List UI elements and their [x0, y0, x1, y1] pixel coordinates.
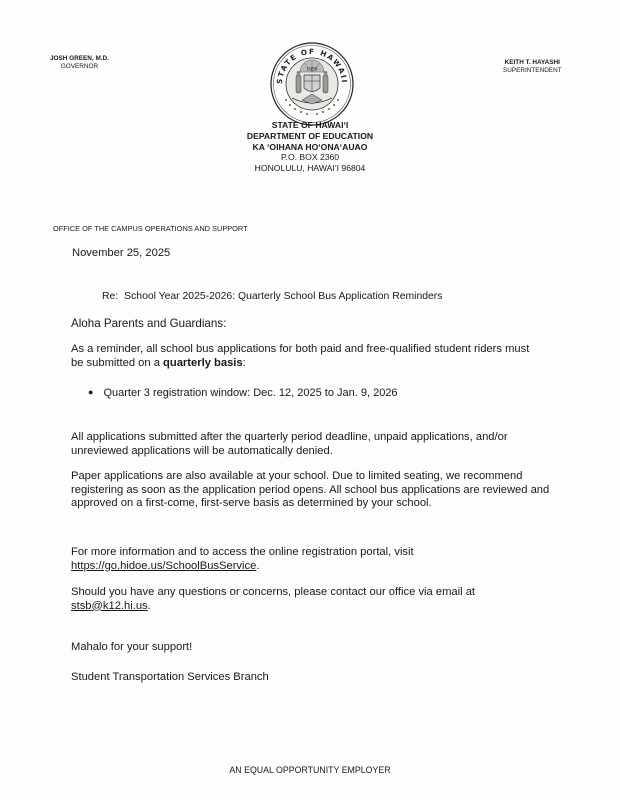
- seal-year: 1959: [306, 67, 318, 73]
- governor-block: [50, 55, 109, 71]
- p5-end: .: [147, 599, 151, 612]
- paragraph-contact: [71, 586, 551, 613]
- superintendent-title: SUPERINTENDENT: [503, 67, 562, 74]
- superintendent-block: [503, 59, 562, 75]
- seal-top-text: STATE OF HAWAII: [274, 46, 350, 85]
- p1-end: :: [242, 356, 246, 369]
- bullet-item: [88, 387, 398, 399]
- bullet-dot-icon: ●: [88, 387, 94, 397]
- agency-state: STATE OF HAWAI‘I: [271, 120, 349, 130]
- email-link[interactable]: stsb@k12.hi.us: [71, 599, 148, 612]
- p5-text: Should you have any questions or concerns, please contact our office via email at: [71, 586, 476, 598]
- closing: Mahalo for your support!: [71, 641, 193, 653]
- portal-link[interactable]: https://go.hidoe.us/SchoolBusService: [71, 559, 257, 572]
- paragraph-reminder: [71, 343, 541, 370]
- agency-hawaiian-name: KA ‘OIHANA HO‘ONA‘AUAO: [252, 141, 368, 152]
- re-subject: School Year 2025-2026: Quarterly School Bus Application Reminders: [124, 291, 443, 302]
- paragraph-denied: All applications submitted after the quarterly period deadline, unpaid applications, and/or unreviewed applications will be automatically denied.: [71, 431, 508, 457]
- governor-title: GOVERNOR: [60, 63, 99, 70]
- agency-city: HONOLULU, HAWAI‘I 96804: [254, 163, 366, 174]
- state-seal-icon: [270, 42, 354, 126]
- p1-bold: quarterly basis: [163, 356, 243, 369]
- governor-name: JOSH GREEN, M.D.: [50, 55, 109, 62]
- signature: Student Transportation Services Branch: [71, 671, 269, 683]
- footer-eoe: AN EQUAL OPPORTUNITY EMPLOYER: [229, 765, 391, 775]
- bullet-text: Quarter 3 registration window: Dec. 12, 2025 to Jan. 9, 2026: [103, 387, 398, 399]
- office-name: OFFICE OF THE CAMPUS OPERATIONS AND SUPPORT: [53, 224, 248, 233]
- p4-end: .: [256, 559, 260, 572]
- letter-date: November 25, 2025: [72, 247, 171, 259]
- paragraph-paper-applications: Paper applications are also available at your school. Due to limited seating, we recommend registering as soon as the application period opens. All school bus applications are reviewed and approved on a first-come, first-serve basis as determined by your school.: [71, 470, 550, 510]
- agency-department: DEPARTMENT OF EDUCATION: [246, 130, 374, 141]
- subject-line: [102, 291, 442, 302]
- superintendent-name: KEITH T. HAYASHI: [504, 59, 560, 66]
- paragraph-more-info: [71, 546, 551, 573]
- agency-po-box: P.O. BOX 2360: [280, 152, 340, 163]
- p1-text: As a reminder, all school bus applications for both paid and free-qualified student riders must be submitted on a: [71, 343, 530, 369]
- re-label: Re:: [102, 291, 119, 302]
- agency-address: [0, 120, 620, 174]
- p4-text: For more information and to access the online registration portal, visit: [71, 546, 414, 558]
- salutation: Aloha Parents and Guardians:: [71, 317, 227, 330]
